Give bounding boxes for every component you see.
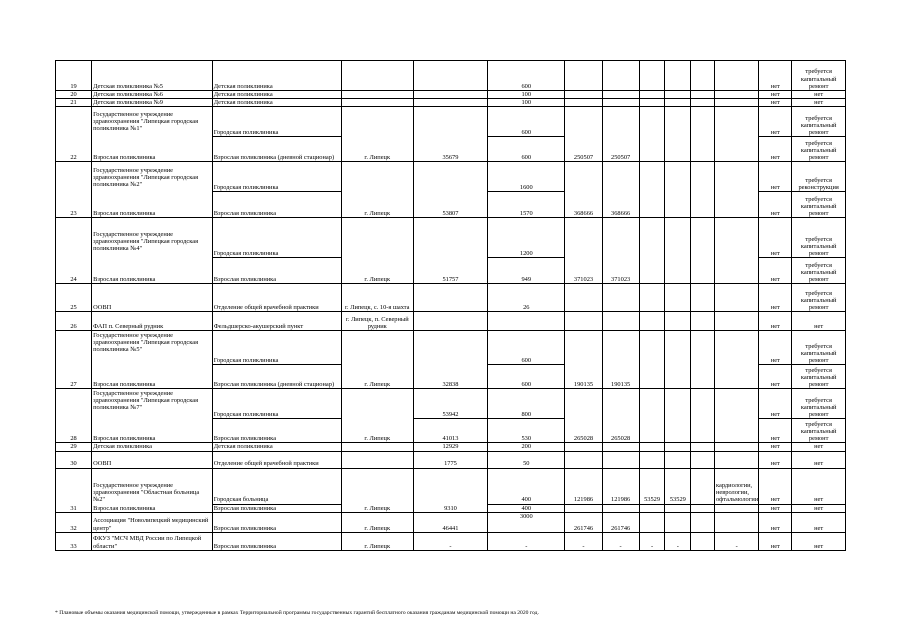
value-cell [565, 99, 602, 107]
repair-need: требуется капитальный ремонт [792, 137, 846, 162]
capacity: 50 [488, 451, 565, 468]
division: Взрослая поликлиника [212, 258, 341, 284]
value-cell [691, 61, 715, 91]
repair-need: нет [792, 512, 846, 532]
value-cell [691, 532, 715, 550]
population: 53942 [413, 389, 487, 419]
population: 12929 [413, 443, 487, 451]
table-row [56, 61, 846, 91]
value-cell [639, 218, 665, 284]
org-name [92, 218, 213, 284]
value-cell [691, 512, 715, 532]
value-cell [639, 312, 665, 331]
org-name: Детская поликлиника №6 [92, 91, 213, 99]
division: Взрослая поликлиника [212, 512, 341, 532]
place: г. Липецк [341, 389, 413, 443]
availability: нет [759, 61, 792, 91]
spec-cell [714, 91, 758, 99]
value-cell [665, 389, 691, 443]
population: 32838 [413, 331, 487, 389]
value-3: - [639, 532, 665, 550]
value-cell [565, 504, 602, 512]
org-name: ООВП [92, 451, 213, 468]
value-cell [691, 107, 715, 162]
division: Городская поликлиника [212, 107, 341, 137]
value-cell [639, 504, 665, 512]
repair-need: требуется капитальный ремонт [792, 258, 846, 284]
division: Взрослая поликлиника [212, 419, 341, 443]
repair-need: требуется капитальный ремонт [792, 365, 846, 389]
row-number: 22 [56, 107, 92, 162]
value-cell [665, 451, 691, 468]
capacity: 100 [488, 91, 565, 99]
place-cell [341, 61, 413, 91]
population-cell [413, 312, 487, 331]
row-number: 25 [56, 284, 92, 312]
population: 51757 [413, 218, 487, 284]
division: Взрослая поликлиника [212, 532, 341, 550]
availability: нет [759, 218, 792, 258]
place-cell [341, 99, 413, 107]
availability: нет [759, 284, 792, 312]
population: 46441 [413, 512, 487, 532]
division: Городская больница [212, 468, 341, 504]
value-cell [691, 443, 715, 451]
org-name: ООВП [92, 284, 213, 312]
spec-cell [714, 99, 758, 107]
spec-cell [714, 451, 758, 468]
capacity: 26 [488, 284, 565, 312]
value-1: 368666 [565, 162, 602, 218]
division: Взрослая поликлиника (дневной стационар) [212, 137, 341, 162]
value-cell [665, 61, 691, 91]
availability: нет [759, 389, 792, 419]
value-cell [602, 504, 639, 512]
value-cell [639, 91, 665, 99]
repair-need: требуется капитальный ремонт [792, 61, 846, 91]
repair-need: требуется реконструкция [792, 162, 846, 192]
availability: нет [759, 162, 792, 192]
value-cell [691, 451, 715, 468]
availability: нет [759, 443, 792, 451]
value-cell [602, 99, 639, 107]
value-cell [639, 107, 665, 162]
org-name-sub: Взрослая поликлиника [93, 435, 156, 443]
capacity: 400 [488, 504, 565, 512]
value-cell [639, 451, 665, 468]
org-name-main: Государственное учреждение здравоохранения "Липецкая городская поликлиника №4" [93, 230, 199, 252]
population-cell [413, 99, 487, 107]
row-number: 29 [56, 443, 92, 451]
availability: нет [759, 258, 792, 284]
value-cell [691, 389, 715, 443]
availability: нет [759, 365, 792, 389]
value-cell [691, 312, 715, 331]
org-name: ФКУЗ "МСЧ МВД России по Липецкой области" [92, 532, 213, 550]
row-number: 30 [56, 451, 92, 468]
capacity: 600 [488, 331, 565, 365]
value-1: 265028 [565, 389, 602, 443]
value-cell [665, 312, 691, 331]
org-name: ФАП п. Северный рудник [92, 312, 213, 331]
value-2: 265028 [602, 389, 639, 443]
row-number: 24 [56, 218, 92, 284]
capacity: 800 [488, 389, 565, 419]
org-name-main: Государственное учреждение здравоохранения "Липецкая городская поликлиника №5" [93, 331, 199, 353]
value-cell [691, 468, 715, 504]
capacity-cell [488, 312, 565, 331]
division: Взрослая поликлиника [212, 504, 341, 512]
value-cell [665, 218, 691, 284]
org-name: Ассоциация "Новолипецкий медицинский центр" [92, 512, 213, 532]
division: Детская поликлиника [212, 99, 341, 107]
org-name-sub: Взрослая поликлиника [93, 504, 156, 512]
division: Детская поликлиника [212, 61, 341, 91]
value-cell [639, 162, 665, 218]
division: Городская поликлиника [212, 389, 341, 419]
repair-need: нет [792, 443, 846, 451]
capacity: 200 [488, 443, 565, 451]
spec-cell [714, 331, 758, 389]
repair-need: требуется капитальный ремонт [792, 284, 846, 312]
capacity: 400 [488, 468, 565, 504]
org-name: Детская поликлиника №5 [92, 61, 213, 91]
population: 53807 [413, 162, 487, 218]
row-number: 27 [56, 331, 92, 389]
capacity: 600 [488, 107, 565, 137]
availability: нет [759, 504, 792, 512]
availability: нет [759, 532, 792, 550]
spec-cell [714, 512, 758, 532]
division: Городская поликлиника [212, 331, 341, 365]
value-cell [691, 331, 715, 389]
availability: нет [759, 512, 792, 532]
row-number: 19 [56, 61, 92, 91]
row-number: 20 [56, 91, 92, 99]
value-cell [665, 99, 691, 107]
value-cell [665, 443, 691, 451]
org-name-sub: Взрослая поликлиника [93, 154, 156, 162]
value-cell [665, 284, 691, 312]
availability: нет [759, 192, 792, 218]
table-row [56, 512, 846, 532]
availability: нет [759, 107, 792, 137]
value-cell [639, 512, 665, 532]
footnote: * Плановые объемы оказания медицинской помощи, утвержденные в рамках Территориальной программы государственных гарантий бесплатного оказания гражданам медицинской помощи на 2020 год. [55, 610, 539, 616]
spec-cell [714, 504, 758, 512]
division: Детская поликлиника [212, 443, 341, 451]
row-number: 26 [56, 312, 92, 331]
spec-cell [714, 218, 758, 284]
repair-need: требуется капитальный ремонт [792, 218, 846, 258]
population: - [413, 532, 487, 550]
availability: нет [759, 312, 792, 331]
value-3: 53529 [639, 468, 665, 504]
value-cell [639, 331, 665, 389]
value-cell [602, 284, 639, 312]
capacity: 600 [488, 365, 565, 389]
org-name-sub: Взрослая поликлиника [93, 210, 156, 218]
value-cell [602, 312, 639, 331]
capacity: 100 [488, 99, 565, 107]
availability: нет [759, 137, 792, 162]
capacity: 3000 [488, 512, 565, 532]
place: г. Липецк [341, 162, 413, 218]
value-cell [665, 91, 691, 99]
value-2: 121986 [602, 468, 639, 504]
spec-cell [714, 61, 758, 91]
place: г. Липецк [341, 512, 413, 532]
spec-cell [714, 443, 758, 451]
value-cell [565, 61, 602, 91]
repair-need: требуется капитальный ремонт [792, 331, 846, 365]
org-name-sub: Взрослая поликлиника [93, 276, 156, 284]
table-row [56, 389, 846, 419]
capacity: 530 [488, 419, 565, 443]
capacity: 1600 [488, 162, 565, 192]
org-name [92, 389, 213, 443]
specialties: кардиологии, неврологии, офтальмологии [714, 468, 758, 504]
place: г. Липецк [341, 532, 413, 550]
org-name [92, 107, 213, 162]
division: Фельдшерско-акушерский пункт [212, 312, 341, 331]
capacity: 949 [488, 258, 565, 284]
capacity: 600 [488, 137, 565, 162]
value-2: 250507 [602, 107, 639, 162]
repair-need: нет [792, 99, 846, 107]
value-cell [565, 312, 602, 331]
org-name-main: Государственное учреждение здравоохранения "Липецкая городская поликлиника №7" [93, 389, 199, 411]
value-cell [639, 443, 665, 451]
value-2: 371023 [602, 218, 639, 284]
org-name [92, 468, 213, 512]
repair-need: требуется капитальный ремонт [792, 192, 846, 218]
availability: нет [759, 91, 792, 99]
repair-need: нет [792, 504, 846, 512]
org-name [92, 331, 213, 389]
value-1: 190135 [565, 331, 602, 389]
row-number: 21 [56, 99, 92, 107]
value-cell [665, 162, 691, 218]
table-row [56, 218, 846, 258]
specialties: - [714, 532, 758, 550]
org-name [92, 162, 213, 218]
table-row [56, 107, 846, 137]
division: Детская поликлиника [212, 91, 341, 99]
population-cell [413, 61, 487, 91]
value-4: 53529 [665, 468, 691, 504]
value-cell [565, 443, 602, 451]
repair-need: нет [792, 532, 846, 550]
availability: нет [759, 331, 792, 365]
place: г. Липецк [341, 468, 413, 512]
repair-need: нет [792, 451, 846, 468]
value-cell [602, 61, 639, 91]
population: 1775 [413, 451, 487, 468]
value-cell [639, 389, 665, 443]
table-container [55, 60, 846, 551]
population: 35679 [413, 107, 487, 162]
repair-need: нет [792, 91, 846, 99]
row-number: 32 [56, 512, 92, 532]
availability: нет [759, 451, 792, 468]
value-cell [691, 99, 715, 107]
value-1: - [565, 532, 602, 550]
spec-cell [714, 284, 758, 312]
spec-cell [714, 312, 758, 331]
table-row [56, 331, 846, 365]
value-2: 368666 [602, 162, 639, 218]
org-name-main: Государственное учреждение здравоохранения "Областная больница №2" [93, 482, 200, 504]
value-1: 121986 [565, 468, 602, 504]
value-cell [665, 504, 691, 512]
spec-cell [714, 162, 758, 218]
table-row [56, 468, 846, 504]
value-cell [565, 91, 602, 99]
row-number: 33 [56, 532, 92, 550]
value-2: 190135 [602, 331, 639, 389]
availability: нет [759, 99, 792, 107]
repair-need: требуется капитальный ремонт [792, 107, 846, 137]
value-cell [565, 451, 602, 468]
place-cell [341, 443, 413, 451]
capacity: 1570 [488, 192, 565, 218]
org-name-main: Государственное учреждение здравоохранения "Липецкая городская поликлиника №2" [93, 166, 199, 188]
value-cell [691, 162, 715, 218]
value-cell [665, 107, 691, 162]
place: г. Липецк [341, 331, 413, 389]
table-row [56, 91, 846, 99]
value-cell [602, 451, 639, 468]
division: Взрослая поликлиника [212, 192, 341, 218]
division: Городская поликлиника [212, 218, 341, 258]
repair-need: нет [792, 468, 846, 504]
value-1: 371023 [565, 218, 602, 284]
table-row [56, 284, 846, 312]
value-cell [639, 284, 665, 312]
division: Отделение общей врачебной практики [212, 451, 341, 468]
table-row [56, 451, 846, 468]
value-cell [639, 99, 665, 107]
capacity: 1200 [488, 218, 565, 258]
place-cell [341, 91, 413, 99]
repair-need: требуется капитальный ремонт [792, 389, 846, 419]
population: 41013 [413, 419, 487, 443]
value-cell [602, 443, 639, 451]
division: Отделение общей врачебной практики [212, 284, 341, 312]
row-number: 28 [56, 389, 92, 443]
value-2: - [602, 532, 639, 550]
table-row [56, 312, 846, 331]
value-cell [691, 218, 715, 284]
capacity: 600 [488, 61, 565, 91]
value-1: 261746 [565, 512, 602, 532]
value-1: 250507 [565, 107, 602, 162]
value-cell [691, 284, 715, 312]
division: Взрослая поликлиника (дневной стационар) [212, 365, 341, 389]
facilities-table [55, 60, 846, 551]
population-cell [413, 91, 487, 99]
org-name: Детская поликлиника [92, 443, 213, 451]
table-row [56, 162, 846, 192]
repair-need: нет [792, 312, 846, 331]
table-row [56, 99, 846, 107]
availability: нет [759, 468, 792, 504]
value-cell [691, 91, 715, 99]
table-row [56, 443, 846, 451]
org-name-main: Государственное учреждение здравоохранения "Липецкая городская поликлиника №1" [93, 110, 199, 132]
org-name-sub: Взрослая поликлиника [93, 381, 156, 389]
row-number: 31 [56, 468, 92, 512]
row-number: 23 [56, 162, 92, 218]
value-cell [665, 331, 691, 389]
table-row [56, 532, 846, 550]
value-2: 261746 [602, 512, 639, 532]
division: Городская поликлиника [212, 162, 341, 192]
repair-need: требуется капитальный ремонт [792, 419, 846, 443]
place: г. Липецк [341, 218, 413, 284]
capacity: - [488, 532, 565, 550]
value-cell [565, 284, 602, 312]
value-cell [665, 512, 691, 532]
value-4: - [665, 532, 691, 550]
place: г. Липецк, с. 10-я шахта [341, 284, 413, 312]
org-name: Детская поликлиника №9 [92, 99, 213, 107]
place: г. Липецк [341, 107, 413, 162]
value-cell [639, 61, 665, 91]
place-cell [341, 451, 413, 468]
population-cell [413, 284, 487, 312]
place: г. Липецк, п. Северный рудник [341, 312, 413, 331]
availability: нет [759, 419, 792, 443]
population: 9310 [413, 468, 487, 512]
value-cell [602, 91, 639, 99]
spec-cell [714, 389, 758, 443]
value-cell [691, 504, 715, 512]
spec-cell [714, 107, 758, 162]
